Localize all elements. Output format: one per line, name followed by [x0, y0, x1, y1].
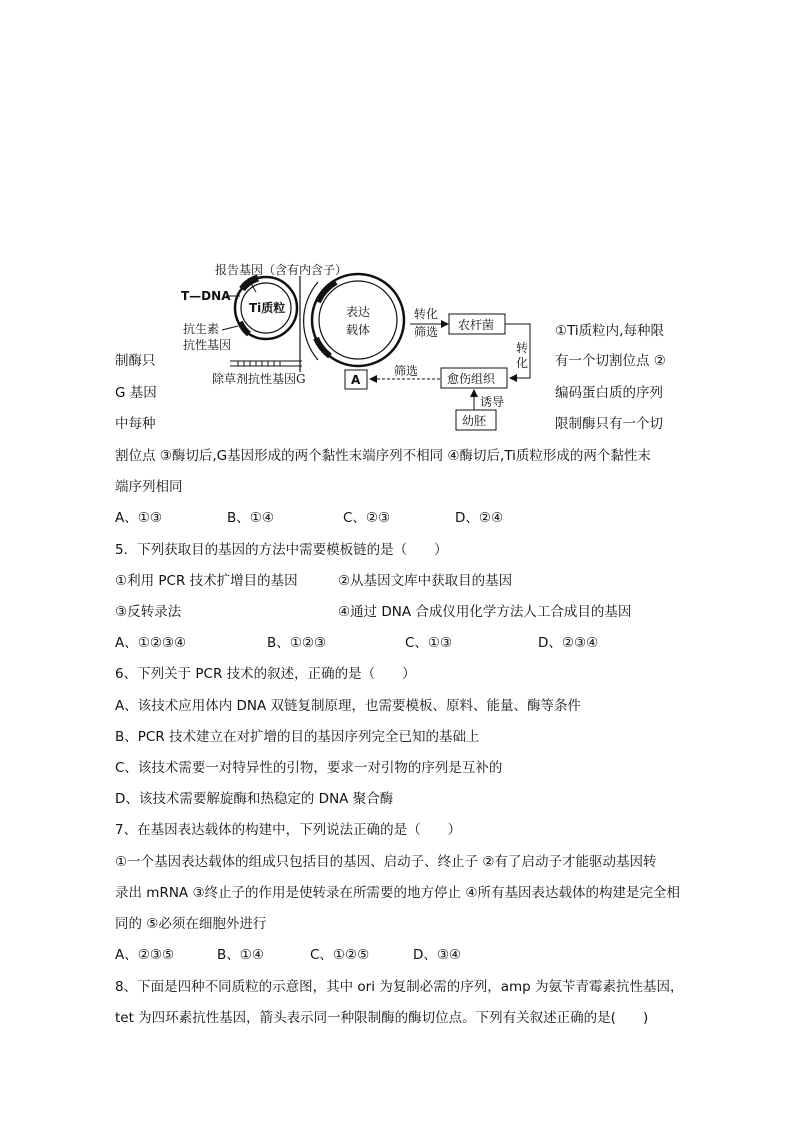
q7-line-1: ①一个基因表达载体的组成只包括目的基因、启动子、终止子 ②有了启动子才能驱动基因转: [115, 854, 657, 870]
induce-label: 诱导: [480, 395, 505, 409]
transform-v1: 转: [516, 341, 529, 355]
q4-option-b: B、①④: [227, 510, 274, 526]
q4-option-a: A、①③: [115, 510, 162, 526]
screen-label: 筛选: [394, 364, 419, 378]
q5-item-1: ①利用 PCR 技术扩增目的基因: [115, 573, 298, 589]
antibiotic-gene-segment: [240, 322, 249, 334]
callus-label: 愈伤组织: [447, 372, 496, 386]
ti-plasmid: [235, 277, 297, 339]
q8-line-1: 8、下面是四种不同质粒的示意图，其中 ori 为复制必需的序列，amp 为氨苄青霉素抗性基因，: [115, 979, 684, 995]
q7-line-3: 同的 ⑤必须在细胞外进行: [115, 916, 267, 932]
q7-option-b: B、①④: [217, 947, 264, 963]
ti-plasmid-label: Ti质粒: [249, 301, 286, 315]
vector-label-2: 载体: [346, 323, 371, 337]
report-gene-label: 报告基因（含有内含子）: [215, 263, 348, 277]
expression-vector: [312, 274, 404, 366]
q4-option-d: D、②④: [455, 510, 504, 526]
q4-option-c: C、②③: [343, 510, 391, 526]
herbicide-gene-label: 除草剂抗性基因G: [212, 372, 306, 386]
antibiotic-label-2: 抗性基因: [183, 338, 232, 352]
q4-side-right-3: 编码蛋白质的序列: [555, 385, 663, 401]
antibiotic-label-1: 抗生素: [183, 322, 220, 336]
q7-line-2: 录出 mRNA ③终止子的作用是使转录在所需要的地方停止 ④所有基因表达载体的构建是完全相: [115, 885, 680, 901]
q4-side-left-3: 中每种: [115, 416, 156, 432]
q7-option-c: C、①②⑤: [310, 947, 370, 963]
q4-side-right-2: 有一个切割位点 ②: [555, 353, 666, 369]
q6-option-d: D、该技术需要解旋酶和热稳定的 DNA 聚合酶: [115, 791, 394, 807]
q4-line-5: 割位点 ③酶切后,G基因形成的两个黏性末端序列不相同 ④酶切后,Ti质粒形成的两个黏性末: [115, 448, 651, 464]
q5-option-b: B、①②③: [267, 635, 327, 651]
transform-v2: 化: [516, 356, 529, 370]
q6-option-c: C、该技术需要一对特异性的引物，要求一对引物的序列是互补的: [115, 760, 503, 776]
box-a-label: A: [351, 373, 361, 387]
q8-line-2: tet 为四环素抗性基因，箭头表示同一种限制酶的酶切位点。下列有关叙述正确的是( ): [115, 1010, 649, 1026]
q6-option-b: B、PCR 技术建立在对扩增的目的基因序列完全已知的基础上: [115, 729, 480, 745]
q7-stem: 7、在基因表达载体的构建中，下列说法正确的是（ ）: [115, 822, 462, 838]
q4-side-left-1: 制酶只: [115, 353, 156, 369]
q7-option-a: A、②③⑤: [115, 947, 175, 963]
q4-line-6: 端序列相同: [115, 479, 183, 495]
q5-option-d: D、②③④: [538, 635, 599, 651]
q7-option-d: D、③④: [413, 947, 462, 963]
transform-label-2: 筛选: [414, 325, 439, 339]
q4-side-right-1: ①Ti质粒内,每种限: [555, 323, 664, 339]
q5-item-2: ②从基因文库中获取目的基因: [338, 573, 513, 589]
q5-option-c: C、①③: [405, 635, 453, 651]
q6-option-a: A、该技术应用体内 DNA 双链复制原理，也需要模板、原料、能量、酶等条件: [115, 698, 582, 714]
q5-item-3: ③反转录法: [115, 604, 182, 620]
embryo-label: 幼胚: [462, 414, 487, 428]
q5-option-a: A、①②③④: [115, 635, 187, 651]
gene-transfer-diagram: [0, 0, 794, 440]
vector-label-1: 表达: [346, 305, 371, 319]
q5-item-4: ④通过 DNA 合成仪用化学方法人工合成目的基因: [338, 604, 632, 620]
tdna-label: T—DNA: [181, 289, 231, 303]
q5-stem: 5．下列获取目的基因的方法中需要模板链的是（ ）: [115, 542, 448, 558]
q4-side-right-4: 限制酶只有一个切: [555, 416, 663, 432]
tdna-segment: [242, 278, 258, 289]
q6-stem: 6、下列关于 PCR 技术的叙述，正确的是（ ）: [115, 666, 416, 682]
q4-side-left-2: G 基因: [115, 385, 157, 401]
transform-label-1: 转化: [414, 307, 439, 321]
herbicide-gene-strip: [230, 361, 302, 366]
agrobacterium-label: 农杆菌: [458, 318, 495, 332]
